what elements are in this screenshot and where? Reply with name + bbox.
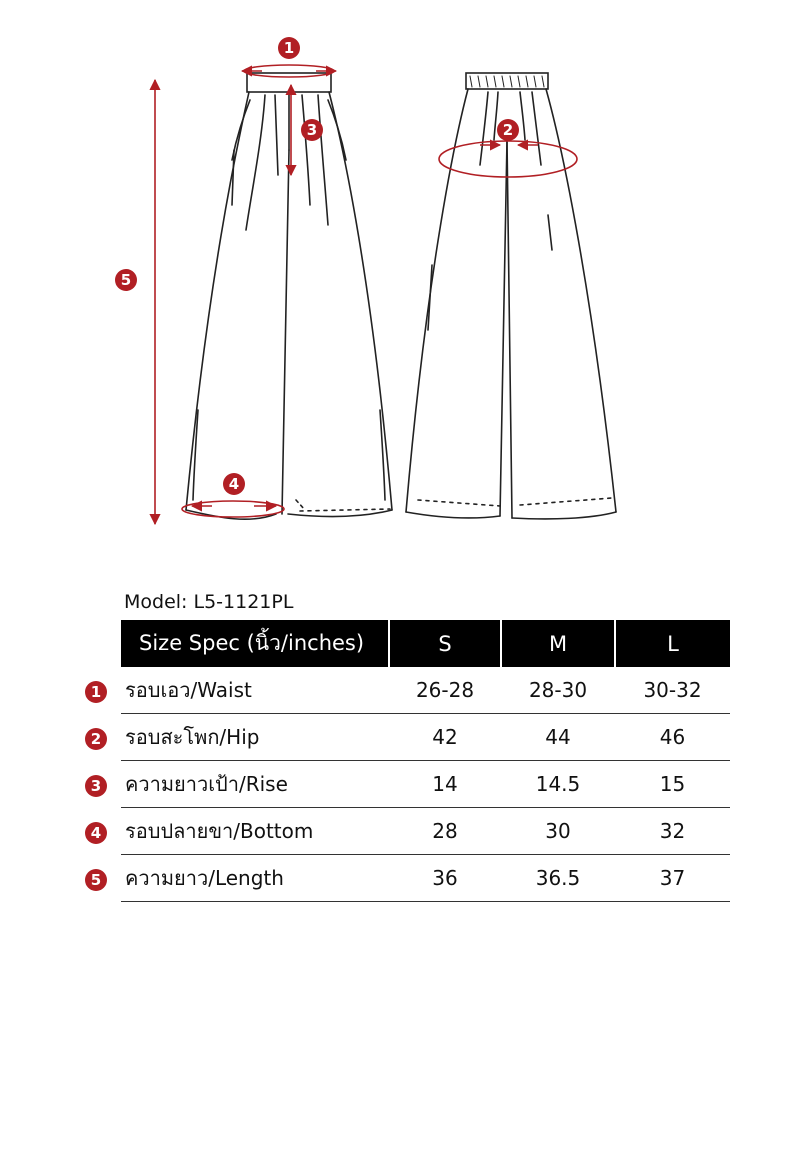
table-cell: 46: [615, 714, 730, 761]
table-row: [121, 855, 730, 902]
row-marker-waist: 1: [85, 681, 107, 703]
table-cell: 37: [615, 855, 730, 902]
row-label-hip: รอบสะโพก/Hip: [121, 714, 389, 761]
row-label-rise: ความยาวเป้า/Rise: [121, 761, 389, 808]
marker-bottom: 4: [223, 473, 245, 495]
header-size-s: S: [389, 620, 501, 667]
header-size-m: M: [501, 620, 615, 667]
table-cell: 26-28: [389, 667, 501, 714]
table-row: [121, 808, 730, 855]
marker-hip: 2: [497, 119, 519, 141]
row-marker-length: 5: [85, 869, 107, 891]
table-cell: 28-30: [501, 667, 615, 714]
table-cell: 32: [615, 808, 730, 855]
table-row: [121, 667, 730, 714]
marker-rise: 3: [301, 119, 323, 141]
header-size-spec: Size Spec (นิ้ว/inches): [121, 620, 389, 667]
table-row: [121, 761, 730, 808]
table-cell: 14: [389, 761, 501, 808]
table-cell: 44: [501, 714, 615, 761]
row-label-waist: รอบเอว/Waist: [121, 667, 389, 714]
marker-waist: 1: [278, 37, 300, 59]
row-label-length: ความยาว/Length: [121, 855, 389, 902]
table-cell: 36.5: [501, 855, 615, 902]
bottom-measure: [182, 501, 284, 517]
row-marker-rise: 3: [85, 775, 107, 797]
table-cell: 30-32: [615, 667, 730, 714]
model-number: Model: L5-1121PL: [124, 591, 294, 613]
table-cell: 14.5: [501, 761, 615, 808]
size-spec-table: [121, 620, 730, 902]
table-row: [121, 714, 730, 761]
row-marker-hip: 2: [85, 728, 107, 750]
table-cell: 42: [389, 714, 501, 761]
header-size-l: L: [615, 620, 730, 667]
table-cell: 30: [501, 808, 615, 855]
table-header-row: [121, 620, 730, 667]
table-cell: 15: [615, 761, 730, 808]
table-cell: 28: [389, 808, 501, 855]
marker-length: 5: [115, 269, 137, 291]
row-label-bottom: รอบปลายขา/Bottom: [121, 808, 389, 855]
row-marker-bottom: 4: [85, 822, 107, 844]
table-cell: 36: [389, 855, 501, 902]
pants-front-view: [186, 73, 392, 519]
